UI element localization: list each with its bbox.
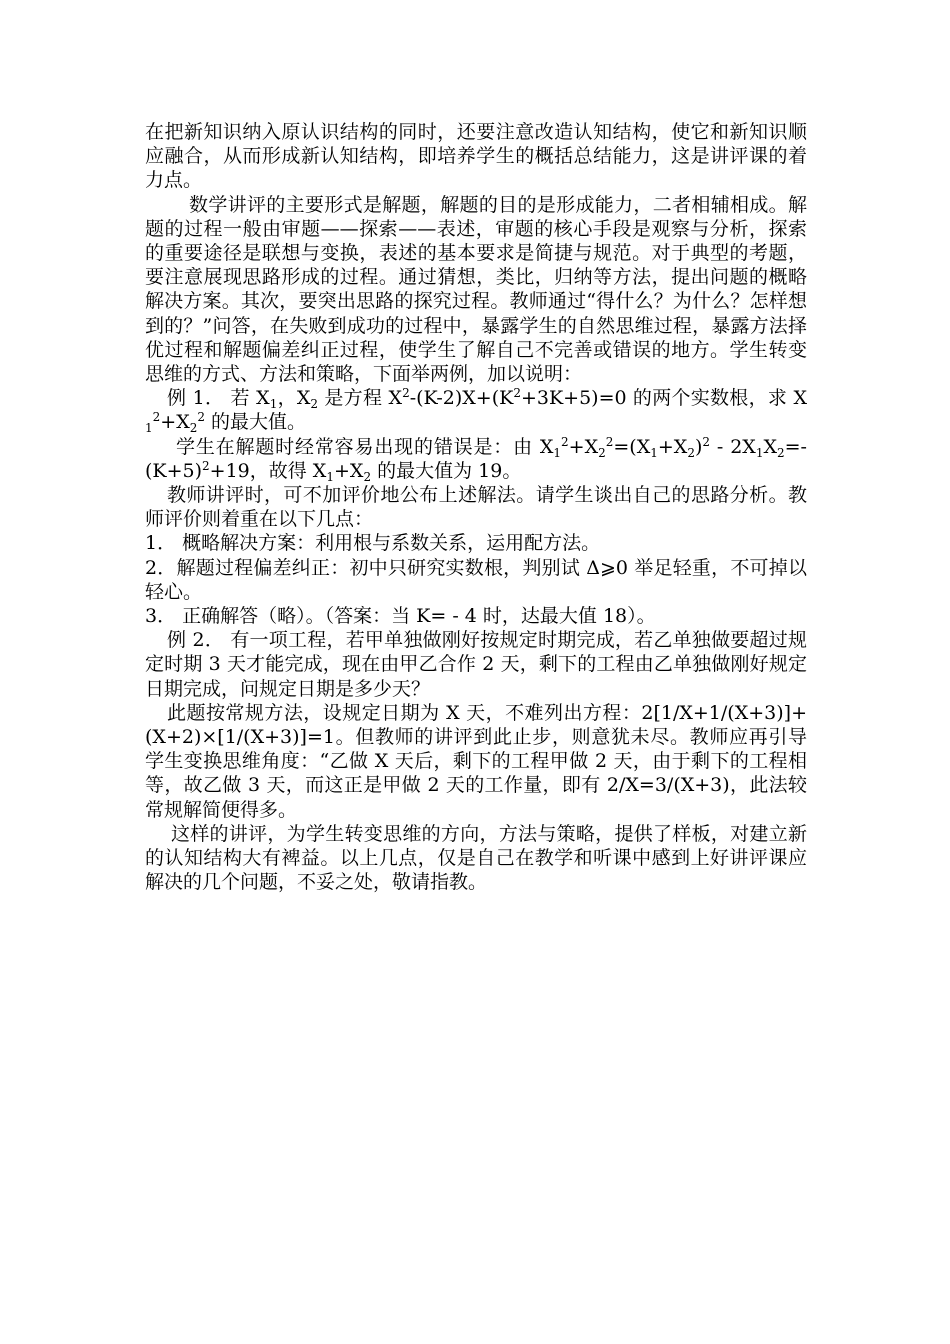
- example-1: 例 1． 若 $X_1$，$X_2$ 是方程 $X^2-(K-2)X+(K^2+3K+5)=0$ 的两个实数根，求 $X_1^2+X_2^2$ 的最大值。: [145, 386, 807, 436]
- paragraph-math-review: 数学讲评的主要形式是解题，解题的目的是形成能力，二者相辅相成。解题的过程一般由审题——探索——表述，审题的核心手段是观察与分析，探索的重要途径是联想与变换，表述的基本要求是简捷与规范。对于典型的考题，要注意展现思路形成的过程。通过猜想，类比，归纳等方法，提出问题的概略解决方案。其次，要突出思路的探究过程。教师通过“得什么？为什么？怎样想到的？”问答，在失败到成功的过程中，暴露学生的自然思维过程，暴露方法择优过程和解题偏差纠正过程，使学生了解自己不完善或错误的地方。学生转变思维的方式、方法和策略，下面举两例，加以说明：: [145, 193, 807, 386]
- list-item-3: 3． 正确解答（略）。（答案：当 K= - 4 时，达最大值 18）。: [145, 605, 656, 628]
- paragraph-conventional-method: 此题按常规方法，设规定日期为 X 天，不难列出方程：2[1/X+1/(X+3)]+(X+2)×[1/(X+3)]=1。但教师的讲评到此止步，则意犹未尽。教师应再引导学生变换思维角度：“乙做 X 天后，剩下的工程甲做 2 天，由于剩下的工程相等，故乙做 3 天，而这正是甲做 2 天的工作量，即有 2/X=3/(X+3)，此法较常规解简便得多。: [145, 701, 807, 821]
- paragraph-teacher-review: 教师讲评时，可不加评价地公布上述解法。请学生谈出自己的思路分析。教师评价则着重在以下几点：: [145, 484, 807, 531]
- paragraph-conclusion: 这样的讲评，为学生转变思维的方向，方法与策略，提供了样板，对建立新的认知结构大有裨益。以上几点，仅是自己在教学和听课中感到上好讲评课应解决的几个问题，不妥之处，敬请指教。: [145, 822, 807, 894]
- document-body: [145, 120, 807, 895]
- paragraph-intro: 在把新知识纳入原认识结构的同时，还要注意改造认知结构，使它和新知识顺应融合，从而形成新认知结构，即培养学生的概括总结能力，这是讲评课的着力点。: [145, 121, 807, 192]
- list-item-1: 1． 概略解决方案：利用根与系数关系，运用配方法。: [145, 532, 601, 555]
- common-error-paragraph: 学生在解题时经常容易出现的错误是：由 $X_1^2+X_2^2=(X_1+X_2)^2 - 2X_1X_2=-(K+5)^2+19$，故得 $X_1+X_2$ 的最大值为 19。: [145, 434, 807, 484]
- example-2: 例 2． 有一项工程，若甲单独做刚好按规定时期完成，若乙单独做要超过规定时期 3 天才能完成，现在由甲乙合作 2 天，剩下的工程由乙单独做刚好规定日期完成，问规定日期是多少天？: [145, 629, 807, 700]
- list-item-2: 2．解题过程偏差纠正：初中只研究实数根，判别试 Δ⩾0 举足轻重，不可掉以轻心。: [145, 556, 807, 603]
